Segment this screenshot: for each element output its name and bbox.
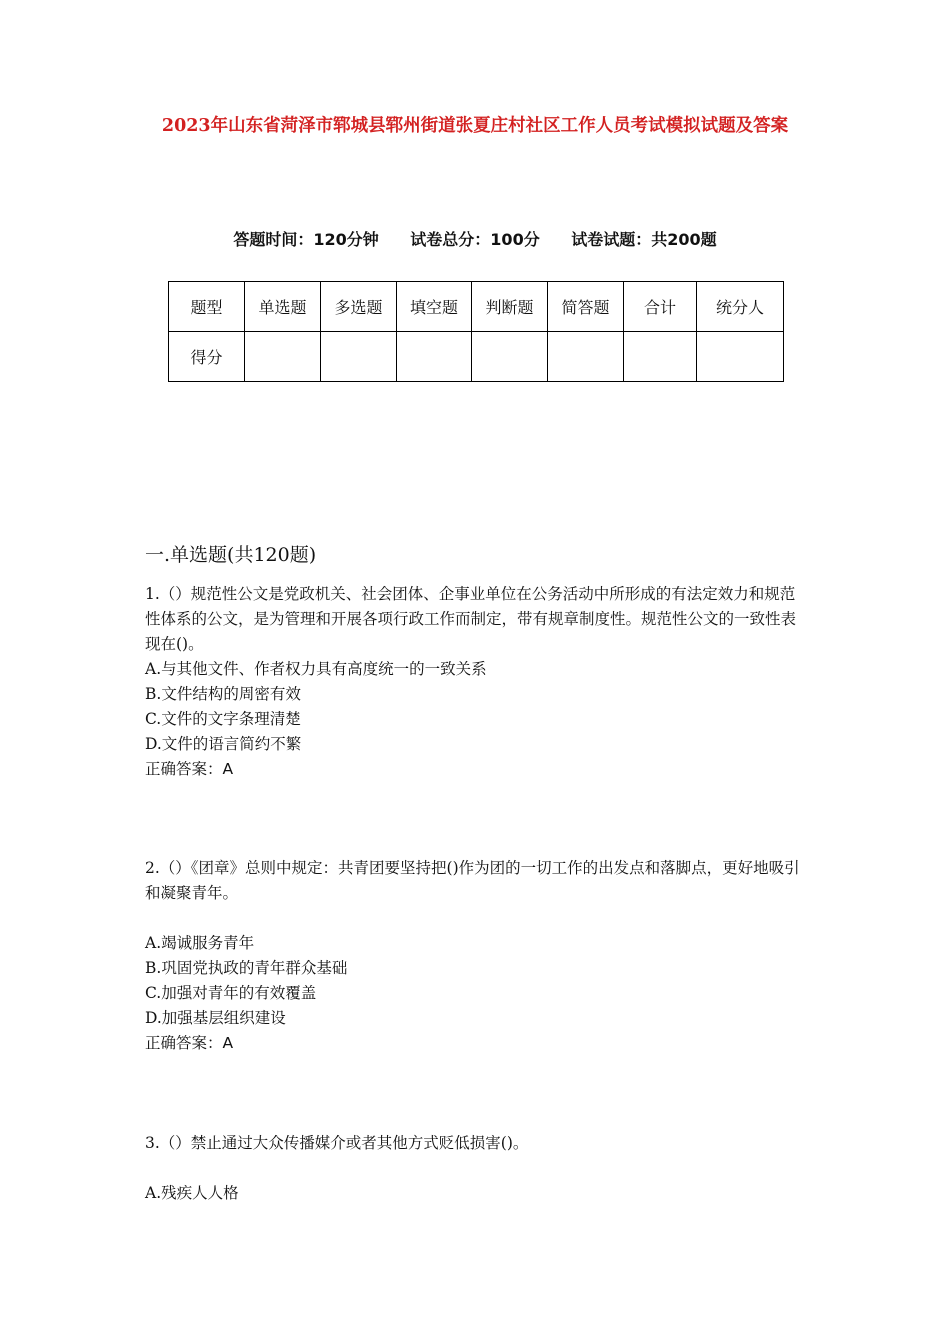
section-heading: 一.单选题(共120题)	[145, 544, 317, 566]
score-table	[168, 281, 784, 382]
exam-total-score: 试卷总分：100分	[410, 230, 540, 249]
question-option: C.加强对青年的有效覆盖	[145, 984, 317, 1002]
score-cell[interactable]	[472, 332, 548, 382]
score-header-cell: 单选题	[245, 282, 321, 332]
score-header-cell: 统分人	[697, 282, 784, 332]
question-option: C.文件的文字条理清楚	[145, 710, 301, 728]
question-option: D.加强基层组织建设	[145, 1009, 286, 1027]
question-1	[145, 582, 810, 782]
document-title: 2023年山东省菏泽市郓城县郓州街道张夏庄村社区工作人员考试模拟试题及答案	[161, 116, 789, 136]
question-option: D.文件的语言简约不繁	[145, 735, 302, 753]
question-option: A.竭诚服务青年	[145, 934, 255, 952]
score-cell[interactable]	[697, 332, 784, 382]
score-header-cell: 判断题	[472, 282, 548, 332]
score-table-header-row	[169, 282, 784, 332]
score-cell[interactable]	[245, 332, 321, 382]
question-answer: 正确答案：A	[145, 1034, 234, 1052]
exam-meta	[0, 227, 950, 250]
score-cell[interactable]	[321, 332, 397, 382]
exam-time: 答题时间：120分钟	[233, 230, 379, 249]
score-cell[interactable]	[548, 332, 624, 382]
question-option: A.残疾人人格	[145, 1184, 239, 1202]
question-option: B.文件结构的周密有效	[145, 685, 301, 703]
exam-question-count: 试卷试题：共200题	[571, 230, 717, 249]
question-stem: 1.（）规范性公文是党政机关、社会团体、企事业单位在公务活动中所形成的有法定效力和规范性体系的公文，是为管理和开展各项行政工作而制定，带有规章制度性。规范性公文的一致性表现在()。	[145, 585, 797, 653]
question-stem: 3.（）禁止通过大众传播媒介或者其他方式贬低损害()。	[145, 1134, 529, 1152]
score-header-cell: 多选题	[321, 282, 397, 332]
score-header-cell: 题型	[169, 282, 245, 332]
score-header-cell: 简答题	[548, 282, 624, 332]
score-cell[interactable]	[397, 332, 472, 382]
score-cell[interactable]	[624, 332, 697, 382]
question-2	[145, 856, 810, 1056]
question-3	[145, 1131, 810, 1206]
question-answer: 正确答案：A	[145, 760, 234, 778]
question-option: B.巩固党执政的青年群众基础	[145, 959, 348, 977]
score-header-cell: 填空题	[397, 282, 472, 332]
score-row-label: 得分	[169, 332, 245, 382]
question-option: A.与其他文件、作者权力具有高度统一的一致关系	[145, 660, 487, 678]
score-table-score-row	[169, 332, 784, 382]
question-stem: 2.（）《团章》总则中规定：共青团要坚持把()作为团的一切工作的出发点和落脚点，更好地吸引和凝聚青年。	[145, 859, 800, 902]
score-header-cell: 合计	[624, 282, 697, 332]
